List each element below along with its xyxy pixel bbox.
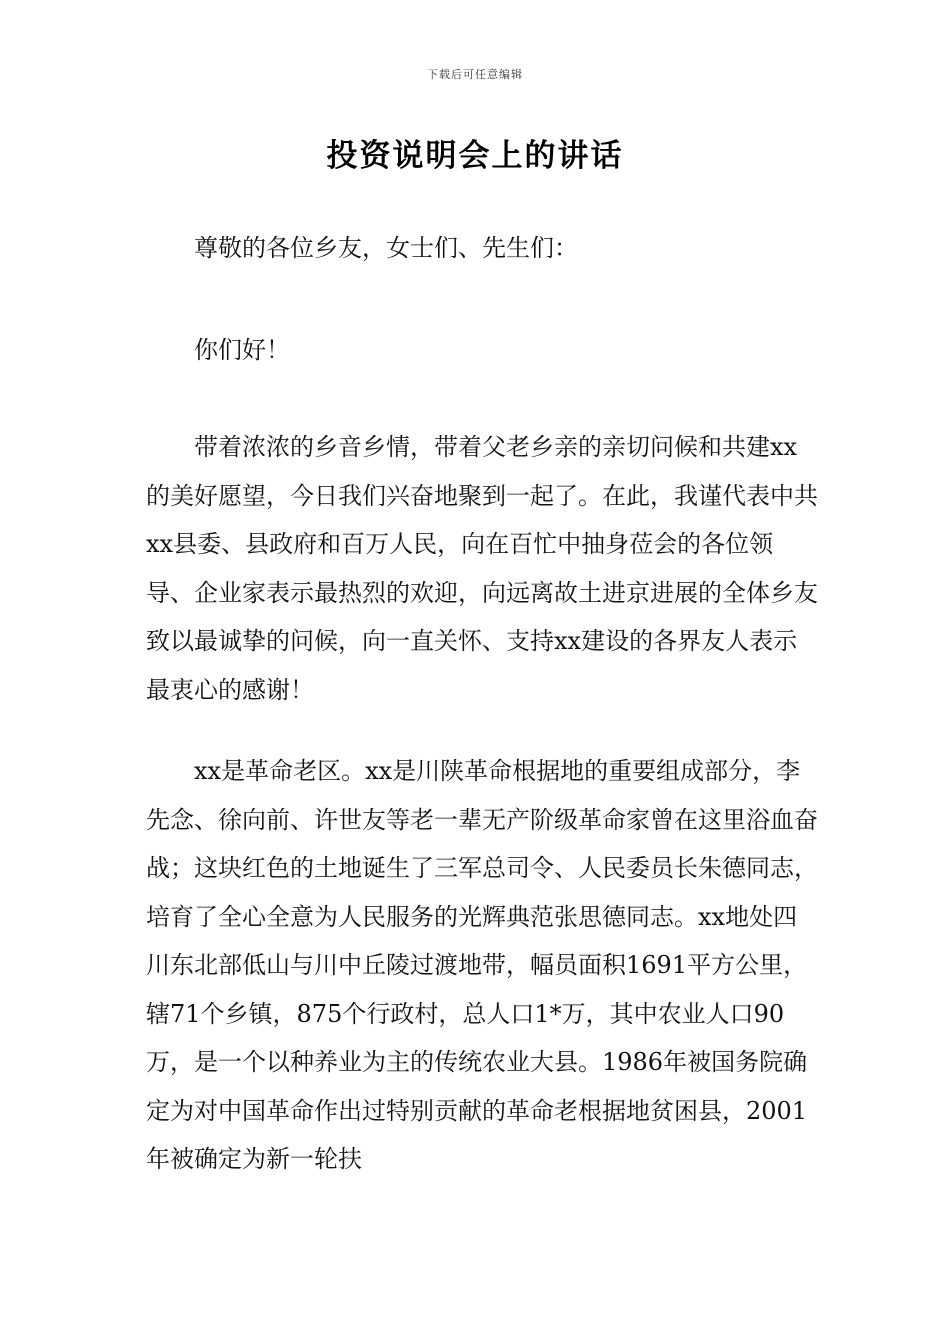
greeting: 你们好！ (194, 336, 290, 364)
salutation: 尊敬的各位乡友，女士们、先生们： (194, 234, 578, 262)
paragraph-welcome: 带着浓浓的乡音乡情，带着父老乡亲的亲切问候和共建xx的美好愿望，今日我们兴奋地聚到一起了。在此，我谨代表中共xx县委、县政府和百万人民，向在百忙中抽身莅会的各位领导、企业家表示最热烈的欢迎，向远离故土进京进展的全体乡友致以最诚挚的问候，向一直关怀、支持xx建设的各界友人表示最衷心的感谢！ (146, 433, 818, 704)
document-title: 投资说明会上的讲话 (326, 138, 624, 174)
header-note: 下载后可任意编辑 (427, 68, 523, 81)
paragraph-county-intro: xx是革命老区。xx是川陕革命根据地的重要组成部分，李先念、徐向前、许世友等老一辈无产阶级革命家曾在这里浴血奋战；这块红色的土地诞生了三军总司令、人民委员长朱德同志，培育了全心全意为人民服务的光辉典范张思德同志。xx地处四川东北部低山与川中丘陵过渡地带，幅员面积1691平方公里，辖71个乡镇，875个行政村，总人口1*万，其中农业人口90万，是一个以种养业为主的传统农业大县。1986年被国务院确定为对中国革命作出过特别贡献的革命老根据地贫困县，2001年被确定为新一轮扶 (146, 757, 818, 1173)
